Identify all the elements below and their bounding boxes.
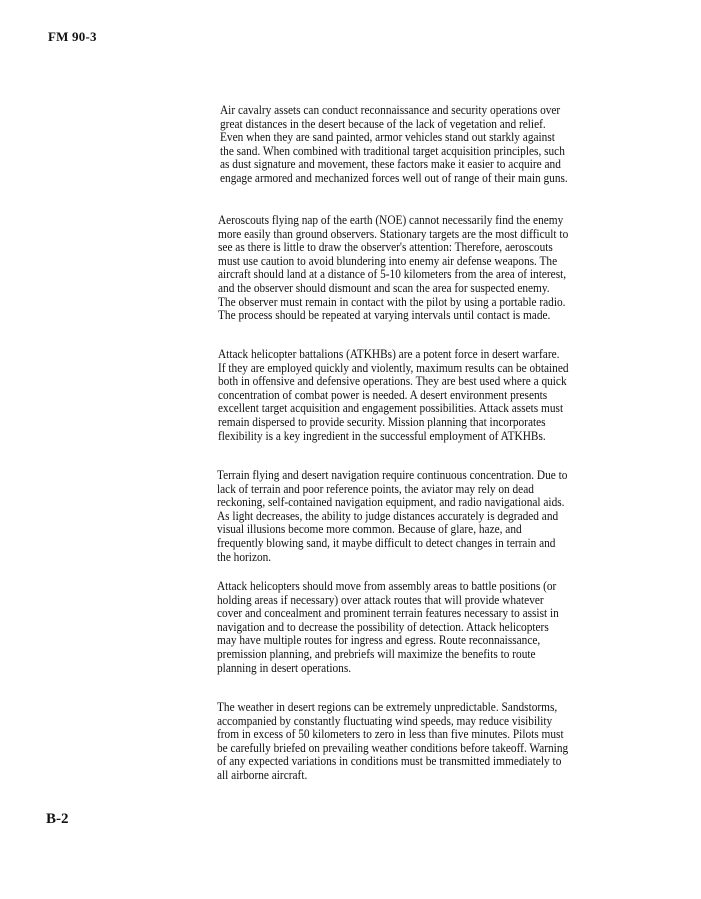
page-number: B-2	[46, 811, 69, 827]
paragraph-attack-helicopter-battalions: Attack helicopter battalions (ATKHBs) are a potent force in desert warfare. If they are employed quickly and violently, maximum results can be obtained both in offensive and defensive operations. They are best used where a quick concentration of combat power is needed. A desert environment presents excellent target acquisition and engagement possibilities. Attack assets must remain dispersed to provide security. Mission planning that incorporates flexibility is a key ingredient in the successful employment of ATKHBs.	[218, 347, 569, 443]
paragraph-aeroscouts: Aeroscouts flying nap of the earth (NOE) cannot necessarily find the enemy more easily than ground observers. Stationary targets are the most difficult to see as there is little to draw the observer's attention: Therefore, aeroscouts must use caution to avoid blundering into enemy air defense weapons. The aircraft should land at a distance of 5-10 kilometers from the area of interest, and the observer should dismount and scan the area for suspected enemy. The observer must remain in contact with the pilot by using a portable radio. The process should be repeated at varying intervals until contact is made.	[218, 213, 569, 323]
paragraph-air-cavalry: Air cavalry assets can conduct reconnaissance and security operations over great distances in the desert because of the lack of vegetation and relief. Even when they are sand painted, armor vehicles stand out starkly against the sand. When combined with traditional target acquisition principles, such as dust signature and movement, these factors make it easier to acquire and engage armored and mechanized forces well out of range of their main guns.	[220, 103, 568, 185]
paragraph-attack-routes: Attack helicopters should move from assembly areas to battle positions (or holding areas if necessary) over attack routes that will provide whatever cover and concealment and prominent terrain features necessary to assist in navigation and to decrease the possibility of detection. Attack helicopters may have multiple routes for ingress and egress. Route reconnaissance, premission planning, and prebriefs will maximize the benefits to route planning in desert operations.	[217, 579, 559, 675]
paragraph-terrain-flying: Terrain flying and desert navigation require continuous concentration. Due to lack of terrain and poor reference points, the aviator may rely on dead reckoning, self-contained navigation equipment, and radio navigational aids. As light decreases, the ability to judge distances accurately is degraded and visual illusions become more common. Because of glare, haze, and frequently blowing sand, it maybe difficult to detect changes in terrain and the horizon.	[217, 468, 568, 564]
paragraph-desert-weather: The weather in desert regions can be extremely unpredictable. Sandstorms, accompanied by constantly fluctuating wind speeds, may reduce visibility from in excess of 50 kilometers to zero in less than five minutes. Pilots must be carefully briefed on prevailing weather conditions before takeoff. Warning of any expected variations in conditions must be transmitted immediately to all airborne aircraft.	[217, 700, 569, 782]
manual-code-header: FM 90-3	[48, 29, 97, 44]
